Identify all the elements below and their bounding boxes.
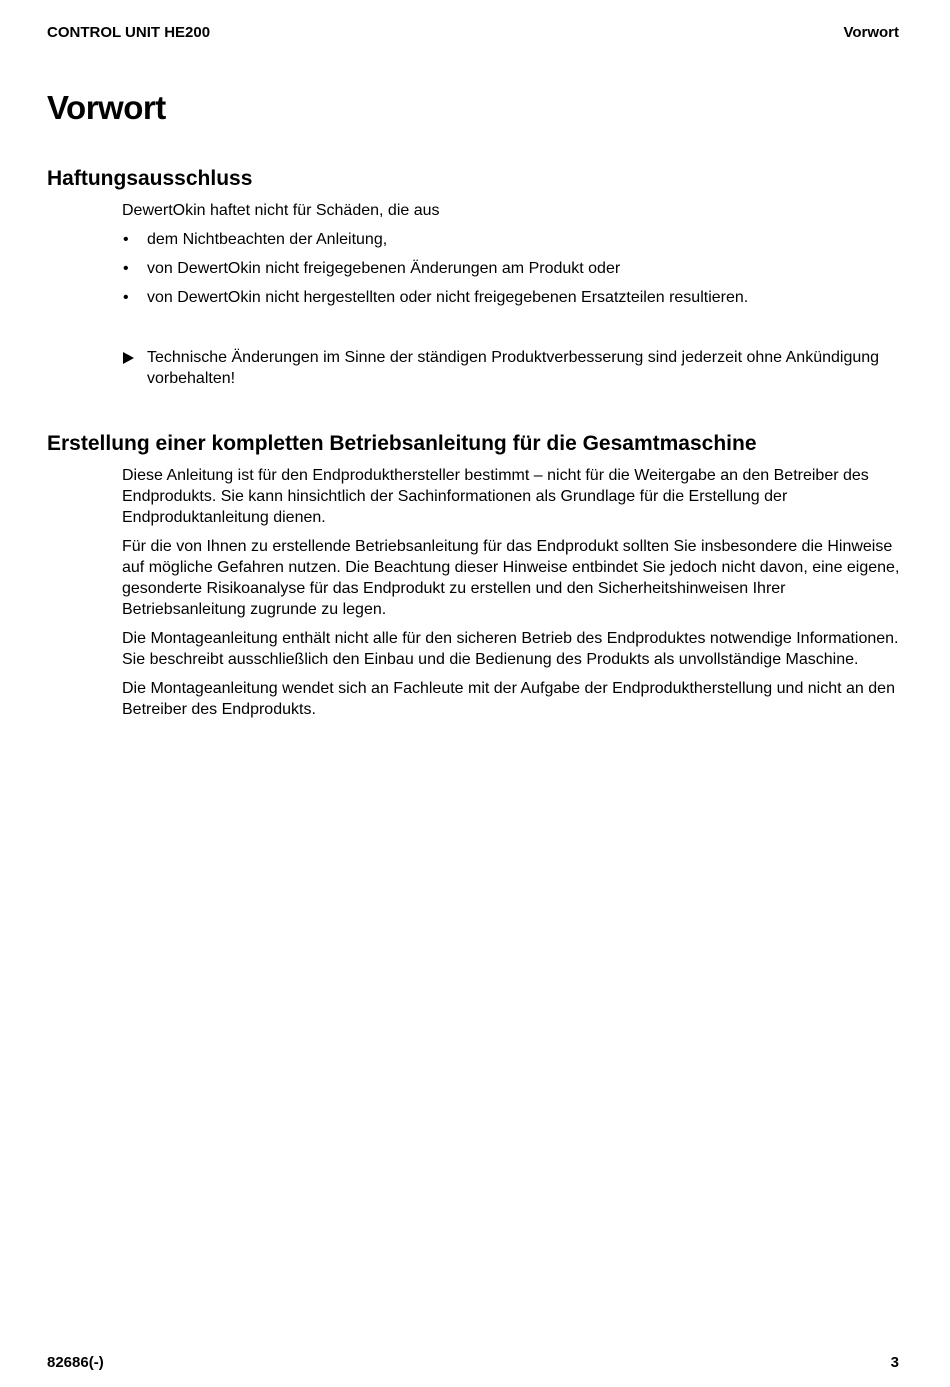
header-chapter-name: Vorwort: [843, 24, 899, 41]
list-item: • von DewertOkin nicht freigegebenen Änderungen am Produkt oder: [123, 260, 621, 277]
page-title: Vorwort: [47, 89, 166, 126]
disclaimer-bullet-list: [122, 229, 904, 308]
disclaimer-section-body: [122, 200, 904, 308]
list-item: • dem Nichtbeachten der Anleitung,: [123, 231, 388, 248]
bullet-icon: •: [123, 260, 129, 277]
instruction-block: [122, 347, 882, 389]
instruction-note: [122, 347, 882, 389]
list-item: • von DewertOkin nicht hergestellten oder nicht freigegebenen Ersatzteilen resultieren.: [123, 289, 749, 306]
footer-page-number: 3: [890, 1354, 899, 1371]
bullet-icon: •: [123, 289, 129, 306]
section-heading-operating-manual: Erstellung einer kompletten Betriebsanleitung für die Gesamtmaschine: [47, 432, 757, 455]
footer-document-number: 82686(-): [47, 1354, 104, 1371]
bullet-icon: •: [123, 231, 129, 248]
page-footer: [47, 1354, 899, 1371]
paragraph: Die Montageanleitung enthält nicht alle für den sicheren Betrieb des Endproduktes notwendige Informationen. Sie beschreibt ausschließlich den Einbau und die Bedienung des Produkts als unvollständige Maschine.: [122, 630, 899, 668]
header-product-name: CONTROL UNIT HE200: [47, 24, 211, 41]
instruction-text: Technische Änderungen im Sinne der ständigen Produktverbesserung sind jederzeit ohne Ankündigung vorbehalten!: [147, 349, 880, 387]
paragraph: Die Montageanleitung wendet sich an Fachleute mit der Aufgabe der Endproduktherstellung und nicht an den Betreiber des Endprodukts.: [122, 680, 895, 718]
paragraph: Für die von Ihnen zu erstellende Betriebsanleitung für das Endprodukt sollten Sie insbesondere die Hinweise auf mögliche Gefahren nutzen. Die Beachtung dieser Hinweise entbindet Sie jedoch nicht davon, eine eigene, gesonderte Risikoanalyse für das Endprodukt zu erstellen und den Sicherheitshinweisen Ihrer Betriebsanleitung zugrunde zu legen.: [122, 538, 900, 618]
paragraph: Diese Anleitung ist für den Endprodukthersteller bestimmt – nicht für die Weitergabe an den Betreiber des Endprodukts. Sie kann hinsichtlich der Sachinformationen als Grundlage für die Erstellung der Endproduktanleitung dienen.: [122, 467, 869, 526]
arrow-right-icon: [123, 352, 134, 364]
section-heading-disclaimer: Haftungsausschluss: [47, 167, 253, 190]
page-header: [47, 24, 899, 41]
operating-manual-section-body: [122, 465, 904, 728]
disclaimer-intro: DewertOkin haftet nicht für Schäden, die aus: [122, 202, 440, 219]
